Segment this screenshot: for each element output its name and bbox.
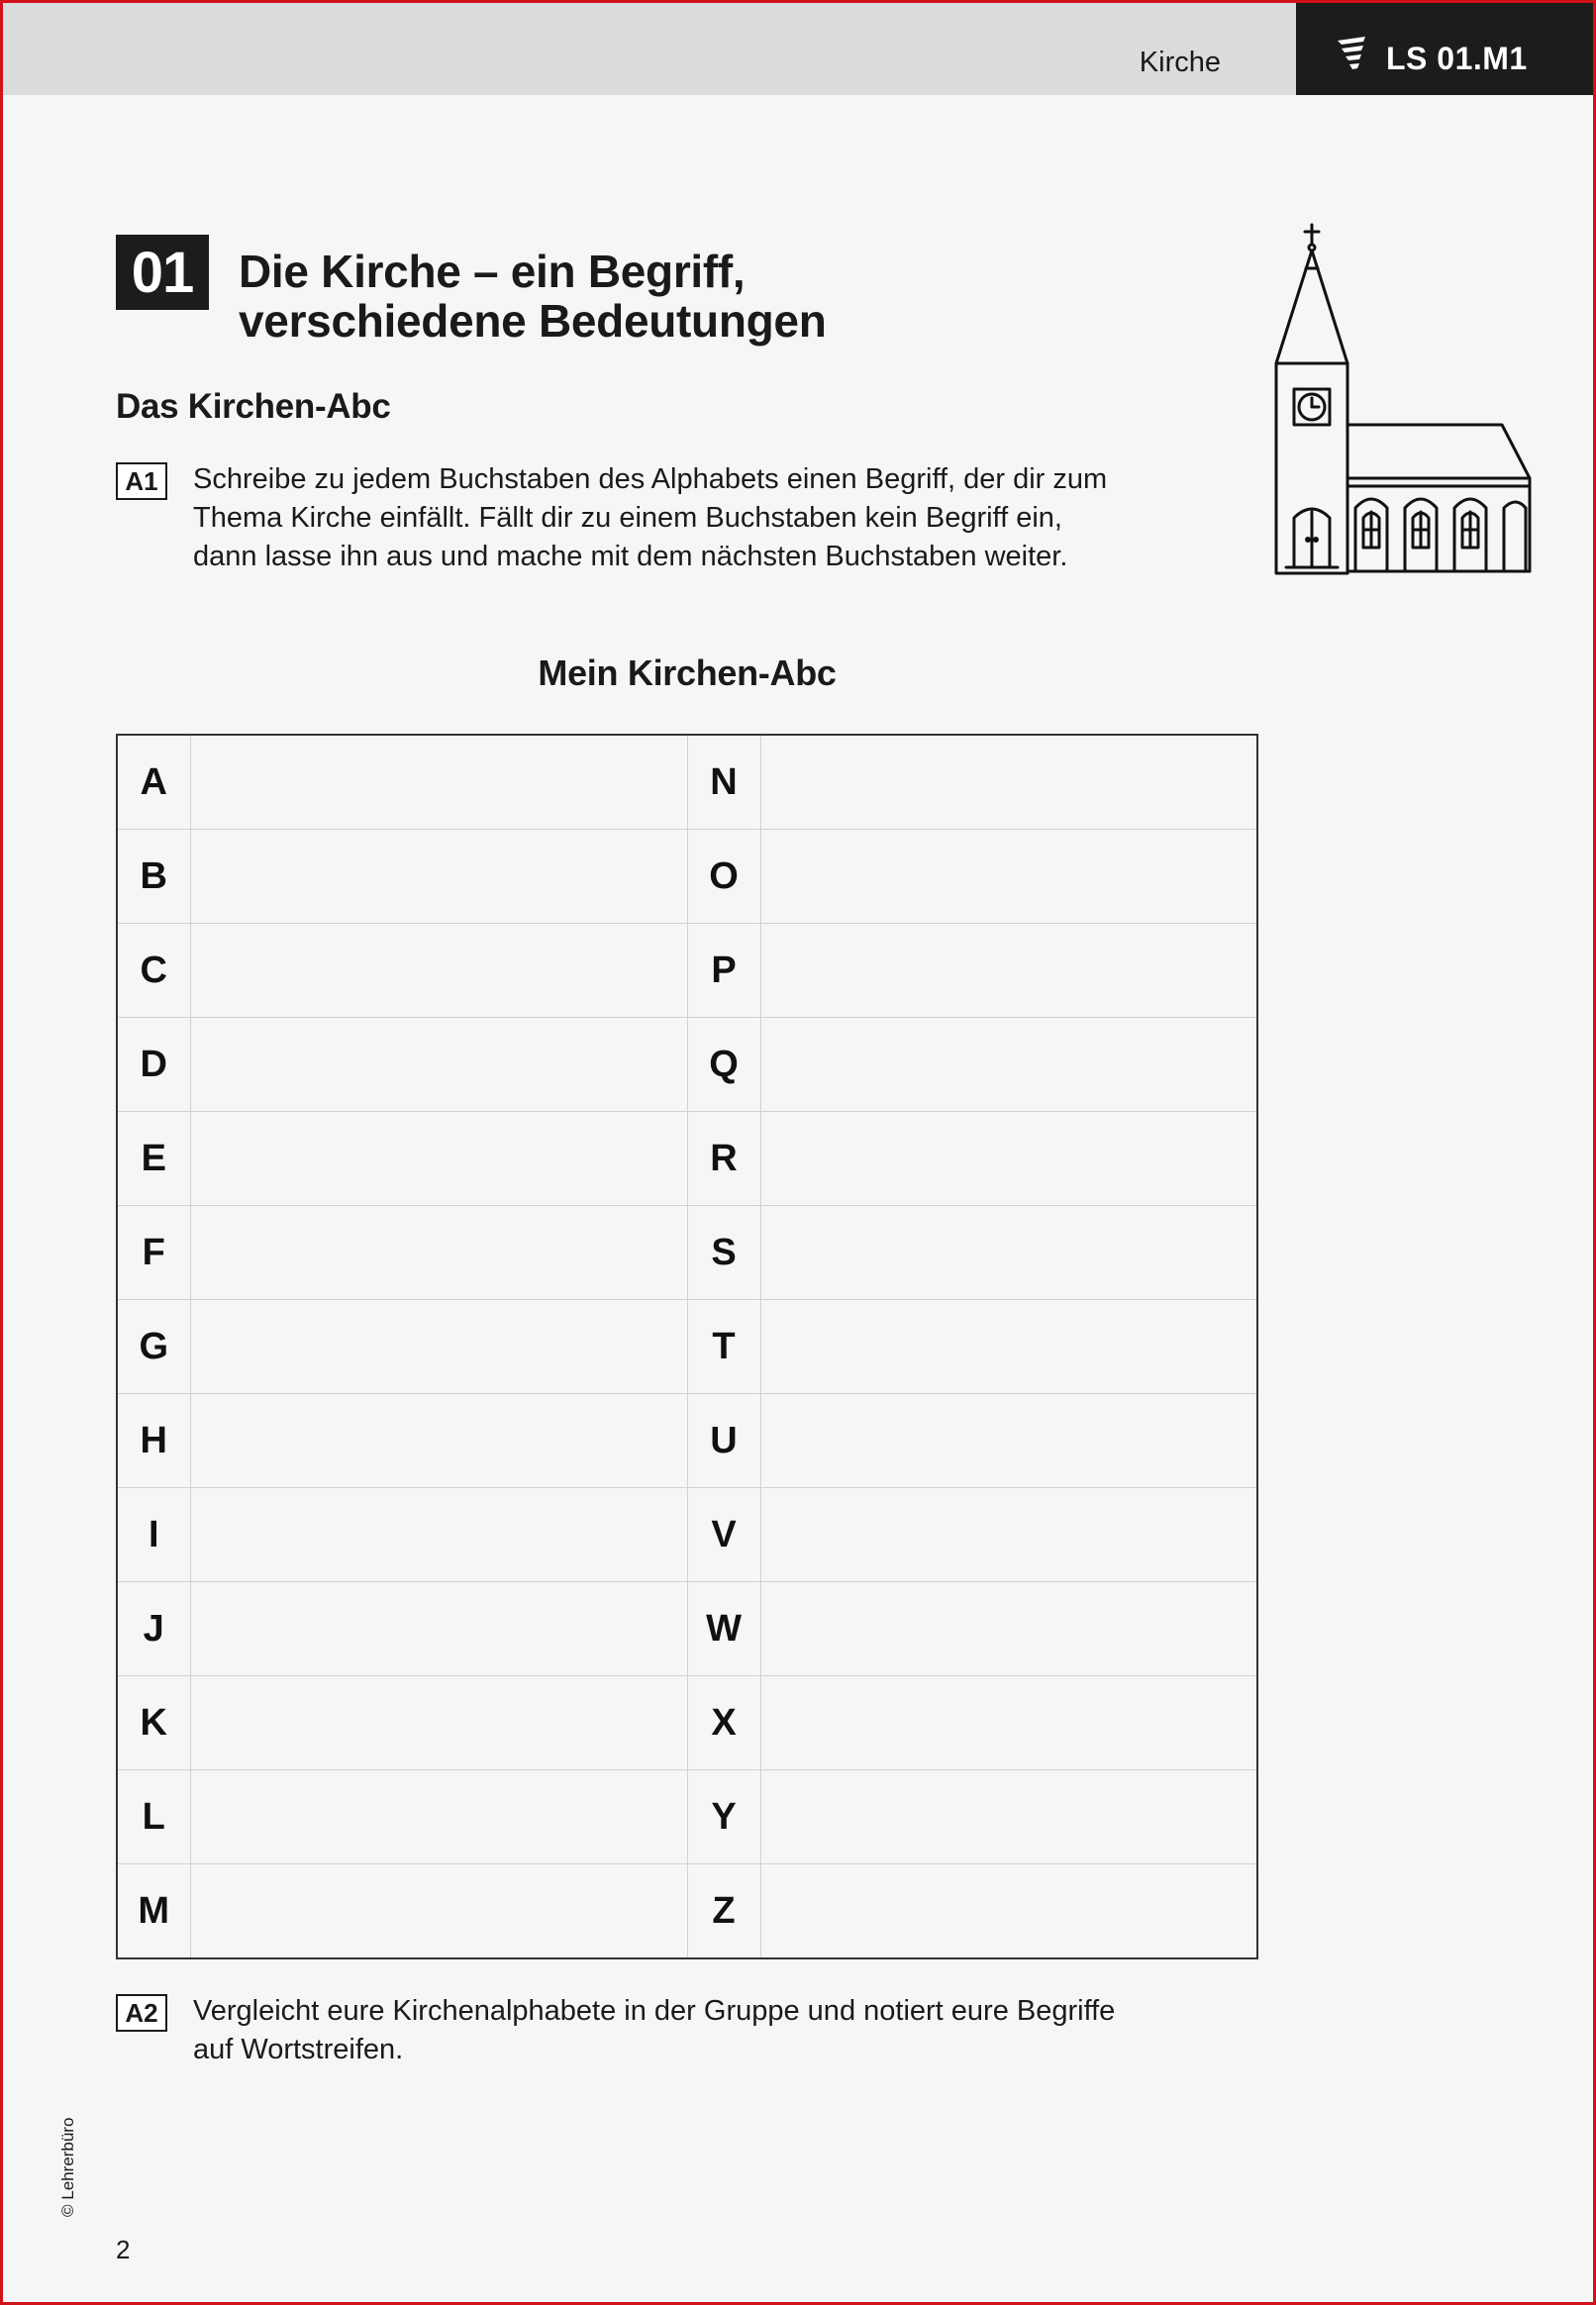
abc-letter-cell: K — [117, 1676, 190, 1770]
abc-answer-cell[interactable] — [760, 735, 1257, 830]
abc-table-row — [117, 924, 1257, 1018]
abc-letter-cell: A — [117, 735, 190, 830]
abc-letter-cell: P — [687, 924, 760, 1018]
header-topic: Kirche — [1139, 47, 1221, 78]
church-illustration — [1272, 221, 1534, 577]
abc-letter-cell: H — [117, 1394, 190, 1488]
abc-answer-cell[interactable] — [760, 1676, 1257, 1770]
page-title-line-1: Die Kirche – ein Begriff, — [239, 246, 746, 297]
abc-answer-cell[interactable] — [760, 1394, 1257, 1488]
abc-table-row — [117, 1394, 1257, 1488]
page-number: 2 — [116, 2235, 131, 2264]
abc-table-row — [117, 735, 1257, 830]
abc-answer-cell[interactable] — [190, 1394, 687, 1488]
abc-letter-cell: W — [687, 1582, 760, 1676]
abc-answer-cell[interactable] — [760, 1864, 1257, 1959]
abc-answer-cell[interactable] — [190, 1864, 687, 1959]
abc-letter-cell: O — [687, 830, 760, 924]
abc-answer-cell[interactable] — [760, 1300, 1257, 1394]
abc-table-row — [117, 1112, 1257, 1206]
abc-table-row — [117, 1770, 1257, 1864]
abc-answer-cell[interactable] — [190, 1300, 687, 1394]
abc-table-row — [117, 1206, 1257, 1300]
abc-letter-cell: Y — [687, 1770, 760, 1864]
abc-table-row — [117, 1864, 1257, 1959]
abc-answer-cell[interactable] — [760, 830, 1257, 924]
abc-answer-cell[interactable] — [190, 1206, 687, 1300]
abc-letter-cell: F — [117, 1206, 190, 1300]
abc-answer-cell[interactable] — [190, 830, 687, 924]
abc-answer-cell[interactable] — [190, 1488, 687, 1582]
abc-letter-cell: J — [117, 1582, 190, 1676]
section-number: 01 — [116, 235, 209, 310]
abc-answer-cell[interactable] — [190, 1770, 687, 1864]
abc-table-title: Mein Kirchen-Abc — [538, 652, 837, 693]
abc-table-row — [117, 1018, 1257, 1112]
section-subtitle: Das Kirchen-Abc — [116, 387, 391, 426]
abc-letter-cell: T — [687, 1300, 760, 1394]
task-a2-line: Vergleicht eure Kirchenalphabete in der Gruppe und notiert eure Begriffe — [193, 1995, 1116, 2027]
task-a1-text — [193, 460, 1107, 576]
task-a1-line: dann lasse ihn aus und mache mit dem nächsten Buchstaben weiter. — [193, 541, 1068, 572]
task-a1-line: Schreibe zu jedem Buchstaben des Alphabets einen Begriff, der dir zum — [193, 463, 1108, 495]
abc-answer-cell[interactable] — [760, 1018, 1257, 1112]
task-a2-text — [193, 1992, 1115, 2069]
abc-answer-cell[interactable] — [190, 1112, 687, 1206]
abc-letter-cell: R — [687, 1112, 760, 1206]
page-title — [239, 247, 827, 346]
publisher-logo-icon — [1336, 37, 1367, 74]
abc-letter-cell: M — [117, 1864, 190, 1959]
abc-letter-cell: X — [687, 1676, 760, 1770]
task-a2-line: auf Wortstreifen. — [193, 2034, 404, 2065]
abc-answer-cell[interactable] — [760, 1582, 1257, 1676]
abc-table-row — [117, 1582, 1257, 1676]
abc-letter-cell: V — [687, 1488, 760, 1582]
page-title-line-2: verschiedene Bedeutungen — [239, 295, 827, 347]
task-label-a2: A2 — [116, 1994, 167, 2032]
abc-answer-cell[interactable] — [760, 1206, 1257, 1300]
abc-answer-cell[interactable] — [760, 1488, 1257, 1582]
abc-letter-cell: E — [117, 1112, 190, 1206]
abc-table — [116, 734, 1258, 1959]
abc-table-row — [117, 830, 1257, 924]
copyright-note: © Lehrerbüro — [58, 2117, 77, 2217]
header-band — [3, 3, 1296, 95]
abc-letter-cell: L — [117, 1770, 190, 1864]
abc-table-row — [117, 1300, 1257, 1394]
abc-letter-cell: S — [687, 1206, 760, 1300]
abc-letter-cell: I — [117, 1488, 190, 1582]
task-label-a1: A1 — [116, 462, 167, 500]
task-a1-line: Thema Kirche einfällt. Fällt dir zu einem Buchstaben kein Begriff ein, — [193, 502, 1062, 534]
abc-table-row — [117, 1676, 1257, 1770]
abc-answer-cell[interactable] — [760, 1770, 1257, 1864]
abc-table-row — [117, 1488, 1257, 1582]
abc-letter-cell: D — [117, 1018, 190, 1112]
abc-answer-cell[interactable] — [190, 1582, 687, 1676]
abc-letter-cell: C — [117, 924, 190, 1018]
abc-answer-cell[interactable] — [190, 924, 687, 1018]
abc-answer-cell[interactable] — [190, 1676, 687, 1770]
abc-letter-cell: B — [117, 830, 190, 924]
abc-answer-cell[interactable] — [760, 1112, 1257, 1206]
abc-letter-cell: N — [687, 735, 760, 830]
abc-letter-cell: Z — [687, 1864, 760, 1959]
material-code: LS 01.M1 — [1386, 41, 1528, 76]
abc-letter-cell: Q — [687, 1018, 760, 1112]
abc-letter-cell: G — [117, 1300, 190, 1394]
abc-answer-cell[interactable] — [760, 924, 1257, 1018]
abc-answer-cell[interactable] — [190, 1018, 687, 1112]
abc-answer-cell[interactable] — [190, 735, 687, 830]
header-code-box — [1296, 3, 1596, 95]
abc-letter-cell: U — [687, 1394, 760, 1488]
